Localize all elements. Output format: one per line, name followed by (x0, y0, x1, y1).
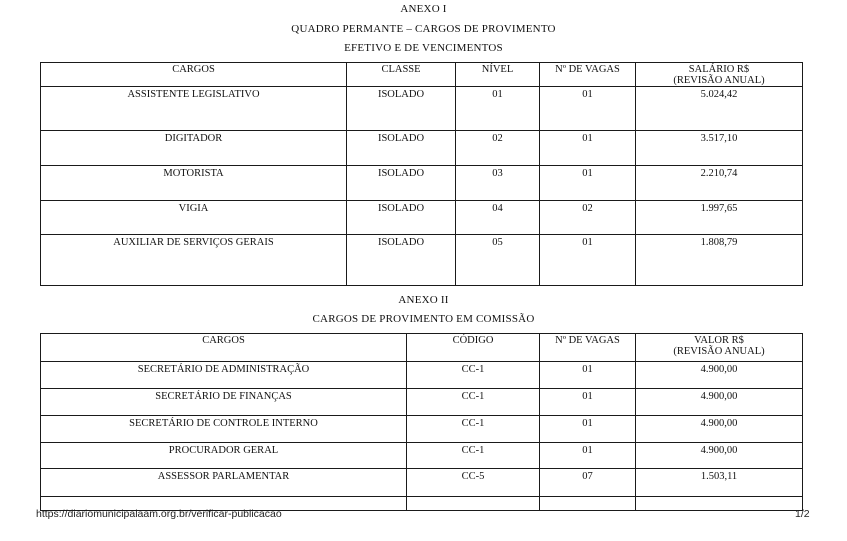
classe-cell: ISOLADO (347, 166, 456, 201)
table-row (41, 443, 803, 469)
column-header-vagas: Nº DE VAGAS (540, 334, 636, 362)
nivel-cell: 02 (456, 131, 540, 166)
vagas-cell: 01 (540, 87, 636, 131)
vagas-cell: 01 (540, 131, 636, 166)
salario-header-line2: (REVISÃO ANUAL) (673, 75, 765, 86)
vagas-cell: 01 (540, 416, 636, 443)
codigo-cell: CC-1 (407, 416, 540, 443)
annex2-subtitle: CARGOS DE PROVIMENTO EM COMISSÃO (312, 313, 535, 325)
cargo-cell: DIGITADOR (41, 131, 347, 166)
nivel-cell: 05 (456, 235, 540, 286)
codigo-cell: CC-1 (407, 389, 540, 416)
annex2-header-row (41, 334, 803, 362)
nivel-cell: 03 (456, 166, 540, 201)
vagas-cell: 01 (540, 362, 636, 389)
valor-cell: 4.900,00 (636, 443, 803, 469)
column-header-valor (636, 334, 803, 362)
nivel-cell: 04 (456, 201, 540, 235)
table-row (41, 201, 803, 235)
table-row (41, 389, 803, 416)
empty-cell (636, 497, 803, 511)
valor-header-line1: VALOR R$ (694, 335, 744, 346)
cargo-cell: VIGIA (41, 201, 347, 235)
classe-cell: ISOLADO (347, 235, 456, 286)
vagas-cell: 02 (540, 201, 636, 235)
table-row (41, 166, 803, 201)
column-header-nivel: NÍVEL (456, 63, 540, 87)
cargo-cell: MOTORISTA (41, 166, 347, 201)
vagas-cell: 01 (540, 443, 636, 469)
annex1-table (40, 62, 803, 286)
cargo-cell: SECRETÁRIO DE FINANÇAS (41, 389, 407, 416)
classe-cell: ISOLADO (347, 131, 456, 166)
cargo-cell: SECRETÁRIO DE ADMINISTRAÇÃO (41, 362, 407, 389)
vagas-cell: 01 (540, 389, 636, 416)
classe-cell: ISOLADO (347, 87, 456, 131)
table-row (41, 469, 803, 497)
nivel-cell: 01 (456, 87, 540, 131)
codigo-cell: CC-1 (407, 443, 540, 469)
column-header-vagas: Nº DE VAGAS (540, 63, 636, 87)
empty-cell (540, 497, 636, 511)
column-header-salario (636, 63, 803, 87)
annex2-table (40, 333, 803, 511)
column-header-cargos: CARGOS (41, 334, 407, 362)
valor-cell: 4.900,00 (636, 416, 803, 443)
valor-cell: 4.900,00 (636, 389, 803, 416)
column-header-classe: CLASSE (347, 63, 456, 87)
cargo-cell: PROCURADOR GERAL (41, 443, 407, 469)
valor-cell: 4.900,00 (636, 362, 803, 389)
salario-cell: 3.517,10 (636, 131, 803, 166)
table-row (41, 362, 803, 389)
vagas-cell: 07 (540, 469, 636, 497)
salario-cell: 1.808,79 (636, 235, 803, 286)
page-number: 1/2 (795, 508, 810, 520)
salario-cell: 1.997,65 (636, 201, 803, 235)
annex1-header-row (41, 63, 803, 87)
empty-cell (407, 497, 540, 511)
classe-cell: ISOLADO (347, 201, 456, 235)
codigo-cell: CC-1 (407, 362, 540, 389)
valor-header-line2: (REVISÃO ANUAL) (673, 346, 765, 357)
salario-cell: 2.210,74 (636, 166, 803, 201)
vagas-cell: 01 (540, 235, 636, 286)
annex2-title: ANEXO II (398, 294, 449, 306)
column-header-cargos: CARGOS (41, 63, 347, 87)
vagas-cell: 01 (540, 166, 636, 201)
cargo-cell: AUXILIAR DE SERVIÇOS GERAIS (41, 235, 347, 286)
valor-cell: 1.503,11 (636, 469, 803, 497)
cargo-cell: ASSISTENTE LEGISLATIVO (41, 87, 347, 131)
codigo-cell: CC-5 (407, 469, 540, 497)
salario-header-line1: SALÁRIO R$ (688, 64, 750, 75)
table-row (41, 416, 803, 443)
cargo-cell: ASSESSOR PARLAMENTAR (41, 469, 407, 497)
table-row (41, 87, 803, 131)
table-row (41, 131, 803, 166)
annex1-subtitle-line1: QUADRO PERMANTE – CARGOS DE PROVIMENTO (291, 23, 556, 35)
verification-url[interactable]: https://diariomunicipalaam.org.br/verificar-publicacao (36, 508, 282, 520)
annex1-title: ANEXO I (400, 3, 447, 15)
salario-cell: 5.024,42 (636, 87, 803, 131)
table-row (41, 235, 803, 286)
annex1-subtitle-line2: EFETIVO E DE VENCIMENTOS (344, 42, 503, 54)
column-header-codigo: CÓDIGO (407, 334, 540, 362)
cargo-cell: SECRETÁRIO DE CONTROLE INTERNO (41, 416, 407, 443)
